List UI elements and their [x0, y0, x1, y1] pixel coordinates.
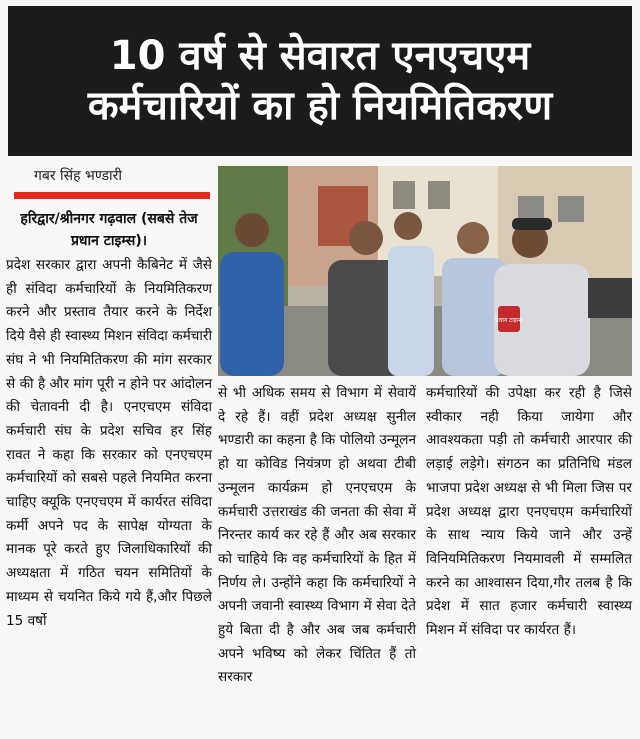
headline-banner — [8, 6, 632, 156]
article-column-1 — [6, 254, 212, 633]
photo-illustration — [218, 166, 632, 376]
article-column-3 — [426, 382, 632, 643]
column-1-text: प्रदेश सरकार द्वारा अपनी कैबिनेट में जैसे ही संविदा कर्मचारियों के नियमितिकरण करने और प्रस्ताव तैयार करने के निर्देश दिये वैसे ही स्वास्थ्य मिशन संविदा कर्मचारी संघ ने भी नियमितिकरण की मांग सरकार से की है और मांग पूरी न होने पर आंदोलन की चेतावनी दी है। एनएचएम संविदा कर्मचारी संघ के प्रदेश सचिव हर सिंह रावत ने कहा कि सरकार को एनएचएम कर्मचारियों को सबसे पहले नियमित करना चाहिए क्यूकि एनएचएम में कार्यरत संविदा कर्मी अपने पद के सापेक्ष योग्यता के मानक पूरे करते हुए जिलाधिकारियों की अध्यक्षता में गठित चयन समितियों के माध्यम से चयनित किये गये हैं,और पिछले 15 वर्षो — [6, 257, 212, 629]
article-column-2 — [218, 382, 416, 690]
mic-label: प्रधान टाइम्स — [495, 317, 523, 324]
column-3-text: कर्मचारियों की उपेक्षा कर रही है जिसे स्वीकार नही किया जायेगा और आवश्यकता पड़ी तो कर्मचारी आरपार की लड़ाई लड़ेगे। संगठन का प्रतिनिधि मंडल भाजपा प्रदेश अध्यक्ष से भी मिला जिस पर प्रदेश अध्यक्ष द्वारा एनएचएम कर्मचारियों के साथ न्याय किये जाने और उन्हें विनियमितिकरण नियमावली में सम्मलित करने का आश्वासन दिया,गौर तलब है कि प्रदेश में सात हजार कर्मचारी स्वास्थ्य मिशन में संविदा पर कार्यरत हैं। — [426, 385, 632, 639]
news-photo — [218, 166, 632, 376]
byline: गबर सिंह भण्डारी — [34, 168, 122, 184]
byline-divider — [14, 192, 210, 199]
dateline: हरिद्वार/श्रीनगर गढ़वाल (सबसे तेज प्रधान टाइम्स)। — [20, 211, 198, 249]
column-2-text: से भी अधिक समय से विभाग में सेवायें दे रहे हैं। वहीं प्रदेश अध्यक्ष सुनील भण्डारी का कहना है कि पोलियो उन्मूलन हो या कोविड नियंत्रण हो अथवा टीबी उन्मूलन कार्यक्रम हो एनएचएम के कर्मचारी उत्तराखंड की जनता की सेवा में निरन्तर कार्य कर रहे हैं और अब सरकार को चाहिये कि वह कर्मचारियों के हित में निर्णय ले। उन्होंने कहा कि कर्मचारियों ने अपनी जवानी स्वास्थ्य विभाग में सेवा देते हुये बिता दी है और अब जब कर्मचारी अपने भविष्य को लेकर चिंतित हैं तो सरकार — [218, 385, 416, 686]
headline-line-1: 10 वर्ष से सेवारत एनएचएम — [109, 33, 531, 79]
headline-line-2: कर्मचारियों का हो नियमितिकरण — [87, 83, 553, 129]
